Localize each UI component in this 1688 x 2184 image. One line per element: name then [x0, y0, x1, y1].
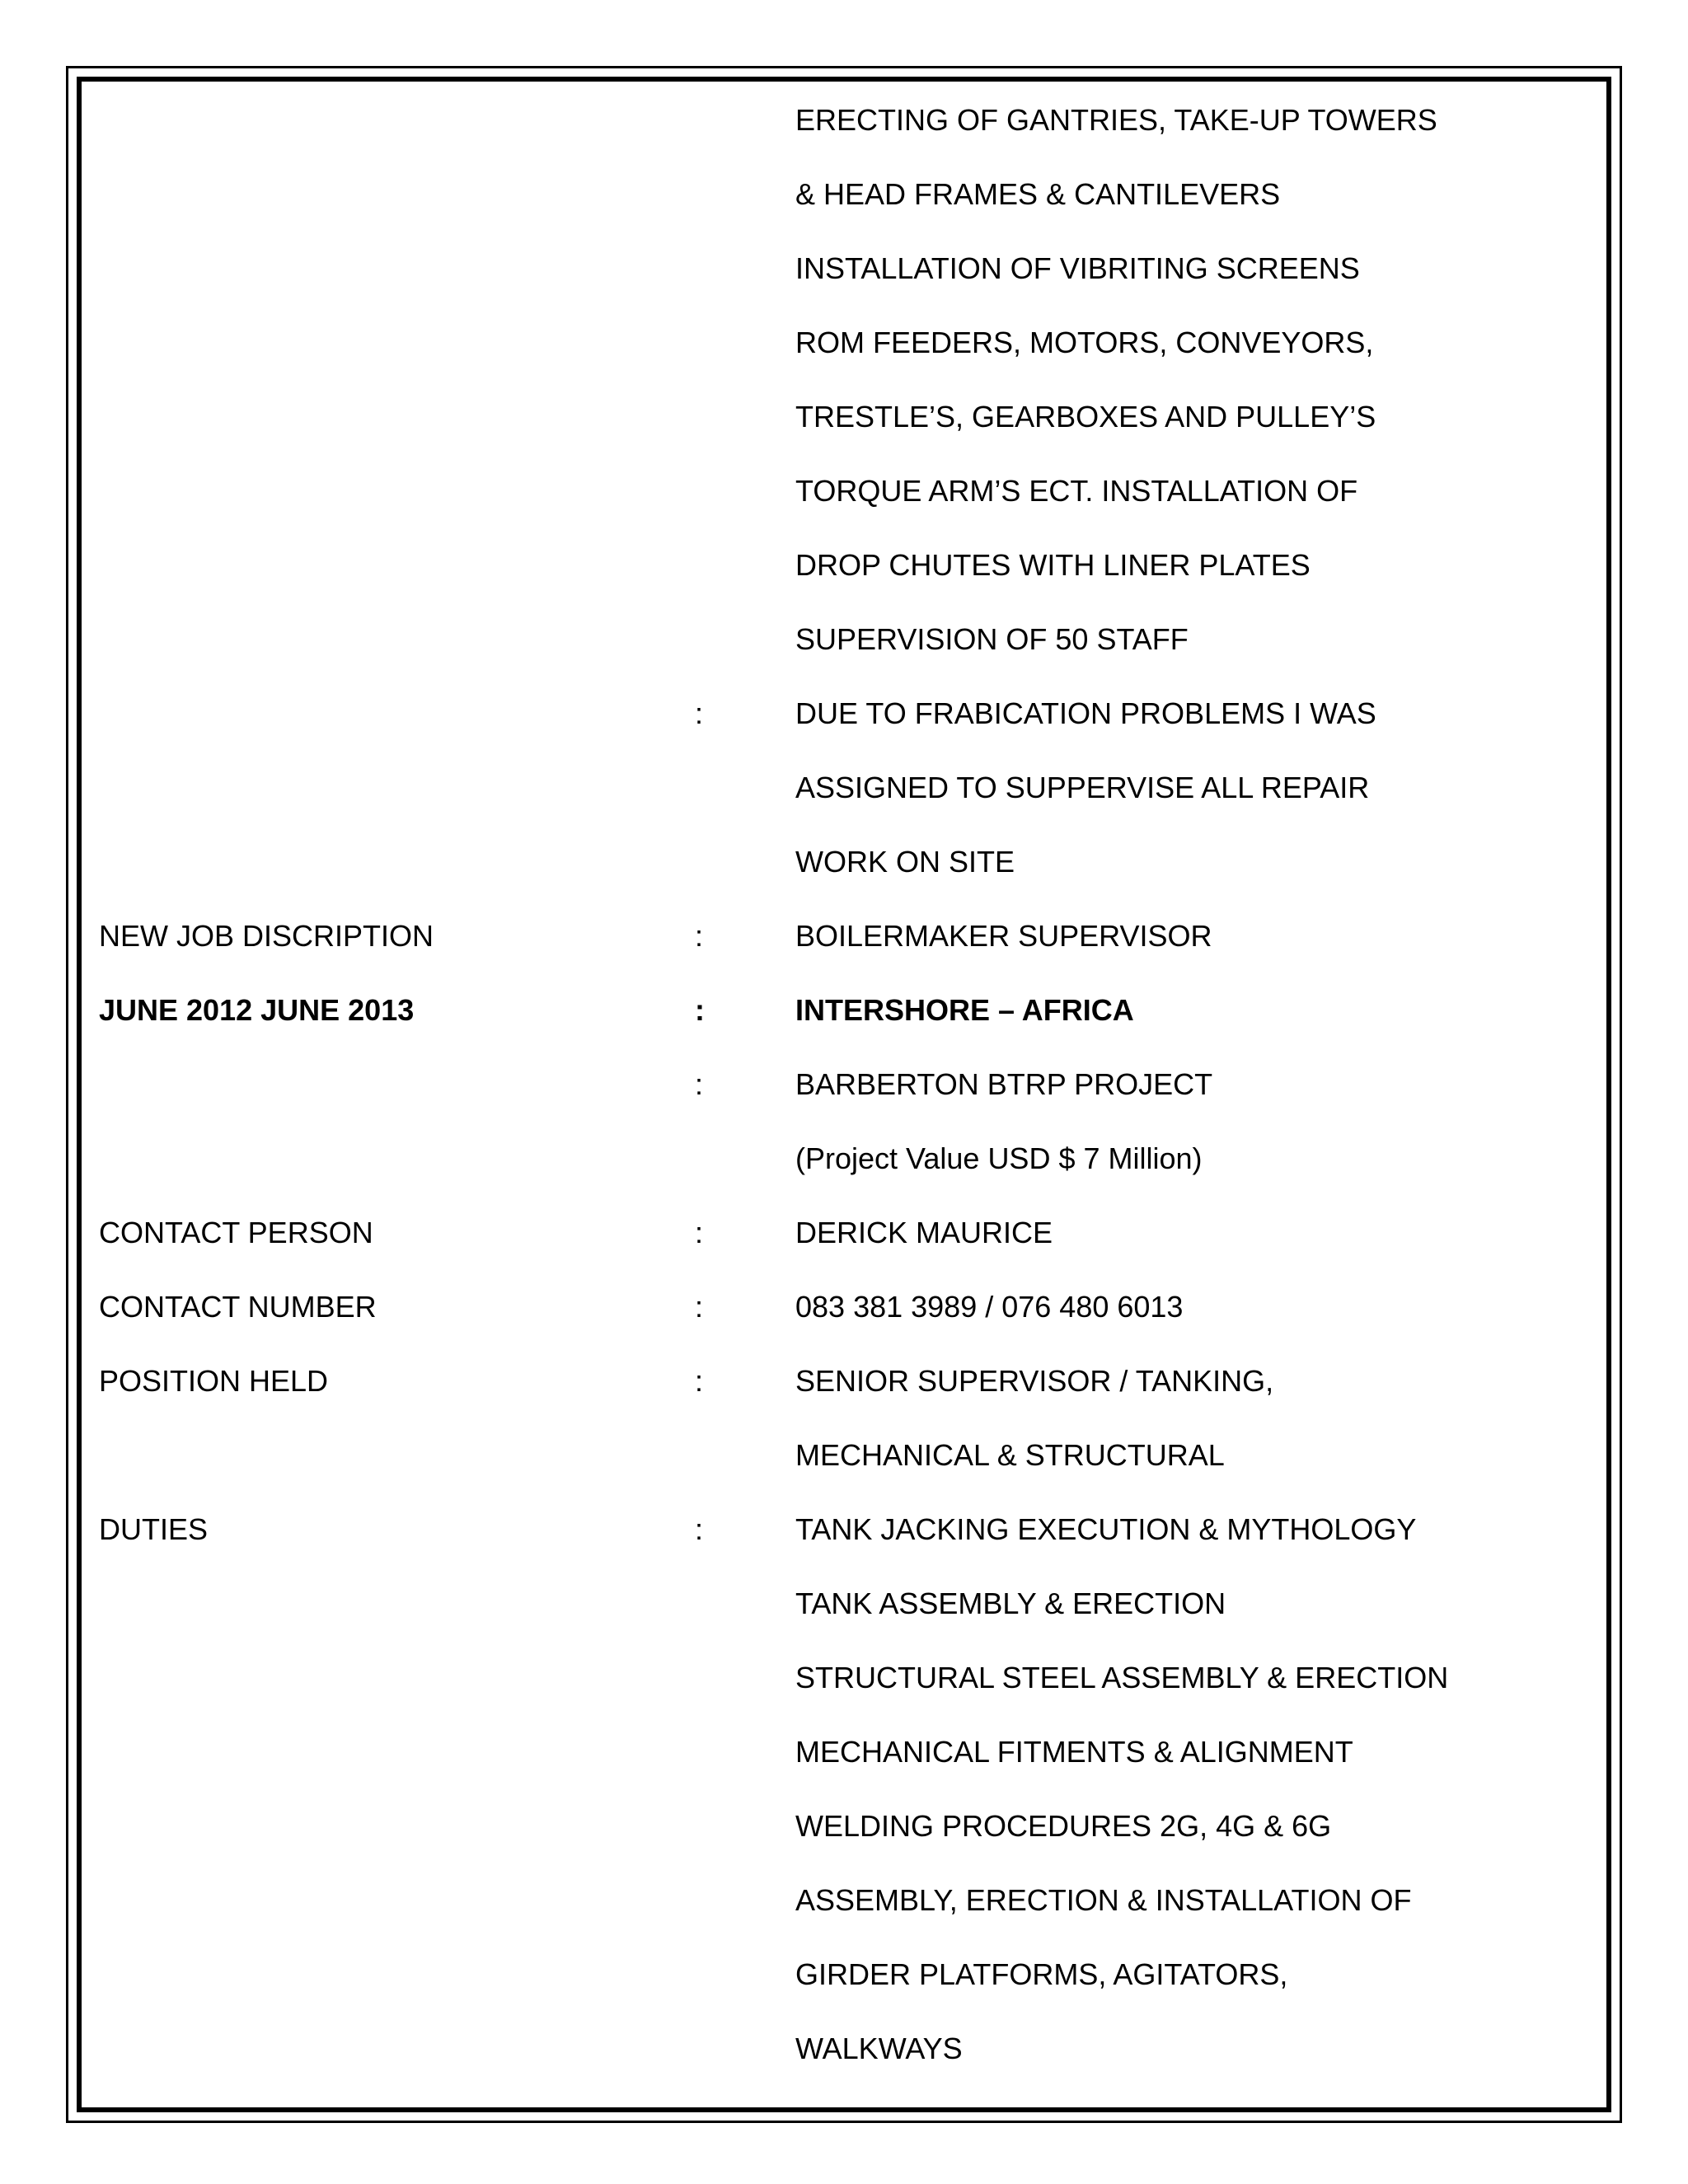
cv-row — [0, 1500, 1688, 1574]
cv-row — [0, 1722, 1688, 1797]
row-separator: : — [695, 1512, 704, 1546]
row-label: JUNE 2012 JUNE 2013 — [99, 993, 415, 1027]
row-value: GIRDER PLATFORMS, AGITATORS, — [795, 1957, 1288, 1991]
row-separator: : — [695, 993, 705, 1027]
row-value: SENIOR SUPERVISOR / TANKING, — [795, 1364, 1274, 1398]
row-value: TORQUE ARM’S ECT. INSTALLATION OF — [795, 474, 1358, 508]
row-value: TANK ASSEMBLY & ERECTION — [795, 1586, 1226, 1620]
cv-row — [0, 1203, 1688, 1277]
row-value: 083 381 3989 / 076 480 6013 — [795, 1290, 1184, 1324]
row-label: POSITION HELD — [99, 1364, 329, 1398]
row-value: WALKWAYS — [795, 2032, 963, 2065]
row-value: (Project Value USD $ 7 Million) — [795, 1141, 1203, 1175]
row-value: DERICK MAURICE — [795, 1216, 1053, 1249]
row-value: WORK ON SITE — [795, 845, 1015, 879]
row-value: TANK JACKING EXECUTION & MYTHOLOGY — [795, 1512, 1417, 1546]
row-value: ASSIGNED TO SUPPERVISE ALL REPAIR — [795, 771, 1370, 804]
row-separator: : — [695, 1364, 704, 1398]
cv-row — [0, 1129, 1688, 1203]
row-value: ERECTING OF GANTRIES, TAKE-UP TOWERS — [795, 103, 1437, 137]
row-value: MECHANICAL & STRUCTURAL — [795, 1438, 1225, 1472]
cv-row — [0, 1574, 1688, 1648]
row-value: & HEAD FRAMES & CANTILEVERS — [795, 177, 1281, 211]
cv-row — [0, 91, 1688, 165]
cv-row — [0, 832, 1688, 907]
cv-row — [0, 536, 1688, 610]
row-separator: : — [695, 919, 704, 953]
cv-row — [0, 1426, 1688, 1500]
cv-row — [0, 1648, 1688, 1722]
cv-row — [0, 1277, 1688, 1352]
cv-row — [0, 387, 1688, 462]
cv-row — [0, 165, 1688, 239]
row-value: STRUCTURAL STEEL ASSEMBLY & ERECTION — [795, 1661, 1449, 1694]
row-value: SUPERVISION OF 50 STAFF — [795, 622, 1189, 656]
row-separator: : — [695, 1216, 704, 1249]
row-label: NEW JOB DISCRIPTION — [99, 919, 434, 953]
cv-row — [0, 2019, 1688, 2093]
cv-row — [0, 313, 1688, 387]
cv-entries — [0, 91, 1688, 2093]
row-value: ASSEMBLY, ERECTION & INSTALLATION OF — [795, 1883, 1412, 1917]
cv-row — [0, 981, 1688, 1055]
row-value: WELDING PROCEDURES 2G, 4G & 6G — [795, 1809, 1332, 1843]
row-separator: : — [695, 1067, 704, 1101]
cv-row — [0, 610, 1688, 684]
row-value: DUE TO FRABICATION PROBLEMS I WAS — [795, 696, 1376, 730]
row-separator: : — [695, 1290, 704, 1324]
cv-row — [0, 1797, 1688, 1871]
row-value: INSTALLATION OF VIBRITING SCREENS — [795, 251, 1360, 285]
row-label: CONTACT NUMBER — [99, 1290, 377, 1324]
cv-row — [0, 462, 1688, 536]
cv-row — [0, 1352, 1688, 1426]
row-value: BARBERTON BTRP PROJECT — [795, 1067, 1213, 1101]
row-value: ROM FEEDERS, MOTORS, CONVEYORS, — [795, 326, 1374, 359]
row-label: CONTACT PERSON — [99, 1216, 373, 1249]
cv-row — [0, 758, 1688, 832]
cv-row — [0, 1871, 1688, 1945]
row-value: MECHANICAL FITMENTS & ALIGNMENT — [795, 1735, 1353, 1769]
row-value: DROP CHUTES WITH LINER PLATES — [795, 548, 1311, 582]
row-separator: : — [695, 696, 704, 730]
row-value: INTERSHORE – AFRICA — [795, 993, 1134, 1027]
row-value: TRESTLE’S, GEARBOXES AND PULLEY’S — [795, 400, 1376, 434]
cv-row — [0, 239, 1688, 313]
cv-row — [0, 907, 1688, 981]
cv-row — [0, 1945, 1688, 2019]
cv-row — [0, 684, 1688, 758]
row-value: BOILERMAKER SUPERVISOR — [795, 919, 1212, 953]
row-label: DUTIES — [99, 1512, 209, 1546]
cv-row — [0, 1055, 1688, 1129]
